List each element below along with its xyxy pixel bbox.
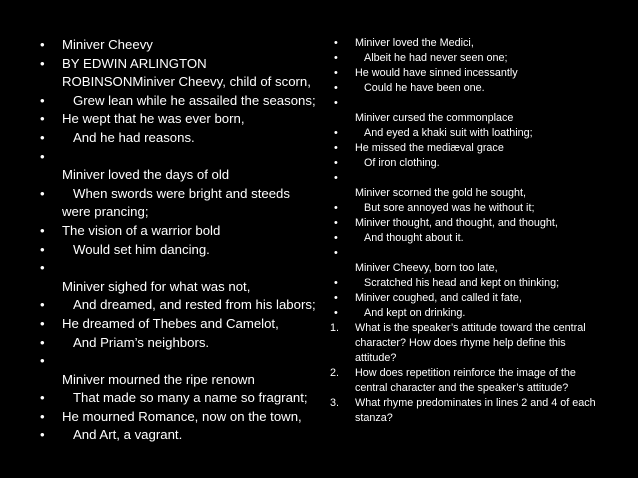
poem-line (40, 148, 318, 185)
poem-line (40, 408, 318, 427)
poem-line (40, 334, 318, 353)
poem-line (334, 231, 610, 246)
line-text: Miniver sighed for what was not, (62, 278, 251, 294)
poem-list-left (40, 36, 318, 445)
line-text: He missed the mediæval grace (355, 142, 504, 154)
line-text: That made so many a name so fragrant; (62, 390, 308, 406)
stanza-break (62, 352, 318, 371)
question-text: What rhyme predominates in lines 2 and 4 of each stanza? (355, 397, 599, 424)
poem-line (40, 110, 318, 129)
poem-line (334, 201, 610, 216)
question-text: How does repetition reinforce the image of the central character and the speaker’s attitude? (355, 367, 579, 394)
poem-line (40, 222, 318, 241)
poem-line (40, 352, 318, 389)
line-text: Miniver Cheevy (62, 37, 153, 52)
poem-line (334, 66, 610, 81)
line-text: Miniver loved the days of old (62, 167, 230, 183)
poem-line (334, 246, 610, 276)
line-text: He wept that he was ever born, (62, 111, 245, 127)
poem-line (334, 276, 610, 291)
poem-list-right (330, 36, 610, 426)
question-item (330, 366, 610, 396)
poem-line (334, 81, 610, 96)
line-text: Would set him dancing. (62, 241, 210, 257)
poem-line (40, 92, 318, 111)
line-text: Miniver scorned the gold he sought, (355, 187, 527, 199)
stanza-break (355, 246, 610, 261)
poem-line (40, 315, 318, 334)
left-column (40, 36, 318, 445)
line-text: And Priam’s neighbors. (62, 334, 210, 350)
poem-line (334, 141, 610, 156)
line-text: He mourned Romance, now on the town, (62, 408, 302, 424)
line-text: Miniver cursed the commonplace (355, 112, 514, 124)
line-text: Miniver thought, and thought, and thought, (355, 217, 558, 229)
line-text: The vision of a warrior bold (62, 222, 221, 238)
poem-line (334, 156, 610, 171)
line-text: He would have sinned incessantly (355, 67, 518, 79)
line-text: And thought about it. (355, 232, 464, 244)
line-text: Miniver Cheevy, born too late, (355, 262, 498, 274)
line-text: BY EDWIN ARLINGTON ROBINSONMiniver Cheevy, child of scorn, (62, 55, 311, 90)
poem-line (40, 426, 318, 445)
right-column (330, 36, 610, 426)
poem-line (334, 51, 610, 66)
line-text: He dreamed of Thebes and Camelot, (62, 315, 279, 331)
stanza-break (62, 259, 318, 278)
stanza-break (355, 96, 610, 111)
poem-line (40, 241, 318, 260)
poem-line (40, 185, 318, 222)
poem-line (40, 55, 318, 92)
question-item (330, 321, 610, 366)
line-text: But sore annoyed was he without it; (355, 202, 535, 214)
line-text: Scratched his head and kept on thinking; (355, 277, 560, 289)
poem-line (40, 36, 318, 55)
poem-line (334, 36, 610, 51)
line-text: When swords were bright and steeds were prancing; (62, 185, 294, 220)
poem-line (334, 306, 610, 321)
line-text: And eyed a khaki suit with loathing; (355, 127, 533, 139)
question-number: 3. (330, 397, 340, 409)
poem-line (334, 96, 610, 126)
line-text: And kept on drinking. (355, 307, 466, 319)
line-text: And dreamed, and rested from his labors; (62, 297, 316, 313)
question-number: 2. (330, 367, 340, 379)
poem-line (40, 296, 318, 315)
question-text: What is the speaker’s attitude toward the central character? How does rhyme help define this attitude? (355, 322, 589, 364)
poem-line (40, 129, 318, 148)
line-text: Miniver mourned the ripe renown (62, 371, 255, 387)
line-text: Of iron clothing. (355, 157, 440, 169)
line-text: Miniver coughed, and called it fate, (355, 292, 522, 304)
poem-line (40, 389, 318, 408)
poem-line (334, 291, 610, 306)
line-text: Miniver loved the Medici, (355, 37, 474, 49)
poem-line (40, 259, 318, 296)
question-item (330, 396, 610, 426)
poem-line (334, 126, 610, 141)
poem-line (334, 216, 610, 231)
stanza-break (62, 148, 318, 167)
line-text: Could he have been one. (355, 82, 485, 94)
poem-line (334, 171, 610, 201)
stanza-break (355, 171, 610, 186)
line-text: Albeit he had never seen one; (355, 52, 508, 64)
question-number: 1. (330, 322, 340, 334)
line-text: Grew lean while he assailed the seasons; (62, 92, 316, 108)
line-text: And he had reasons. (62, 129, 195, 145)
line-text: And Art, a vagrant. (62, 427, 183, 443)
